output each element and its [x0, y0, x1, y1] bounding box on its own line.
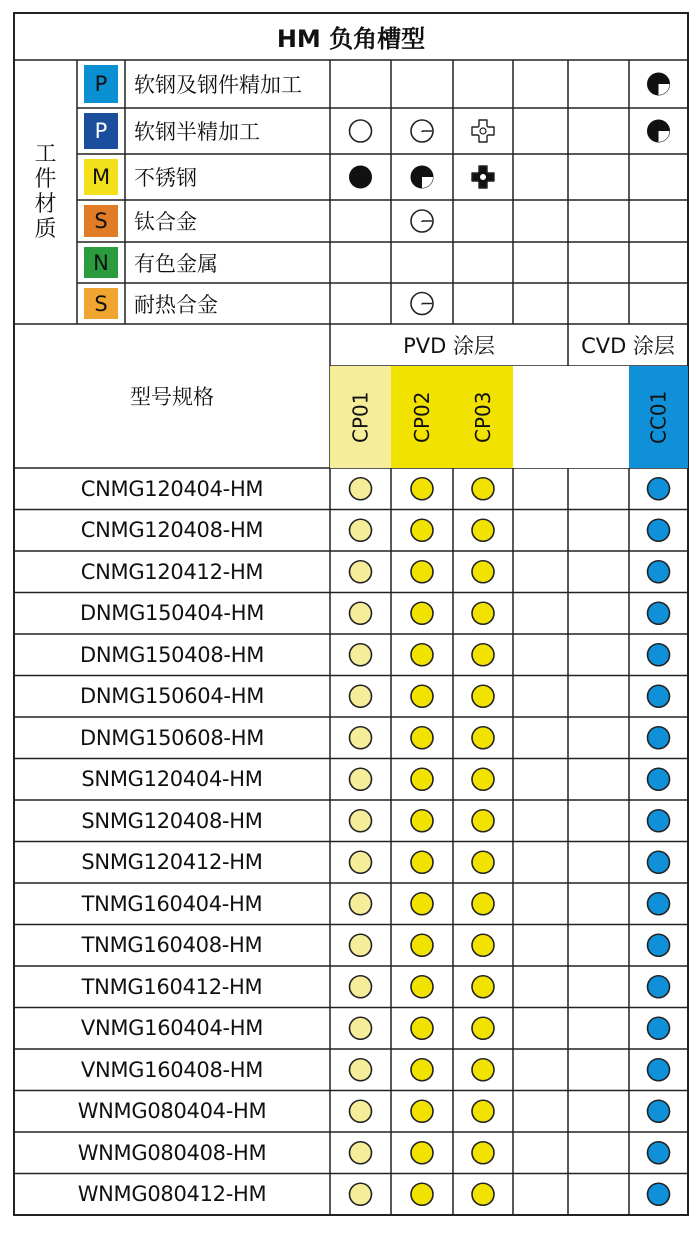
iso-badge-n: N — [84, 247, 118, 278]
model-name: SNMG120404-HM — [81, 767, 263, 792]
model-name: TNMG160404-HM — [81, 891, 263, 916]
model-name: VNMG160408-HM — [80, 1057, 264, 1082]
cvd-coating-header: CVD 涂层 — [581, 334, 675, 358]
group-label-char: 质 — [34, 217, 57, 242]
table-title: HM 负角槽型 — [276, 25, 426, 53]
iso-badge-s: S — [84, 205, 118, 237]
model-name: DNMG150608-HM — [79, 725, 265, 750]
model-name: SNMG120408-HM — [81, 808, 263, 833]
iso-badge-m: M — [84, 159, 118, 195]
model-name: CNMG120404-HM — [80, 476, 264, 501]
workpiece-material-label — [14, 60, 77, 324]
model-name: CNMG120412-HM — [80, 559, 264, 584]
material-label: 软钢半精加工 — [134, 120, 260, 144]
model-name: TNMG160408-HM — [81, 933, 263, 958]
model-name: WNMG080408-HM — [77, 1140, 267, 1165]
iso-badge-p: P — [84, 65, 118, 103]
spec-header: 型号规格 — [130, 385, 214, 409]
model-name: TNMG160412-HM — [81, 974, 263, 999]
model-name: DNMG150408-HM — [79, 642, 265, 667]
grade-header-cp01: CP01 — [330, 366, 391, 468]
material-label: 软钢及钢件精加工 — [134, 73, 302, 97]
material-label: 有色金属 — [134, 251, 218, 276]
group-label-char: 材 — [34, 192, 57, 217]
grade-header-empty — [568, 366, 629, 468]
group-label-char: 件 — [34, 167, 57, 192]
model-name: DNMG150604-HM — [79, 684, 265, 709]
pvd-coating-header: PVD 涂层 — [403, 334, 495, 358]
model-name: WNMG080404-HM — [77, 1099, 267, 1124]
model-name: DNMG150404-HM — [79, 601, 265, 626]
iso-badge-p: P — [84, 113, 118, 149]
grade-header-cp03: CP03 — [453, 366, 513, 468]
grade-header-cc01: CC01 — [629, 366, 688, 468]
model-name: WNMG080412-HM — [77, 1182, 267, 1207]
model-name: SNMG120412-HM — [81, 850, 263, 875]
model-name: CNMG120408-HM — [80, 518, 264, 543]
iso-badge-s: S — [84, 288, 118, 319]
model-name: VNMG160404-HM — [80, 1016, 264, 1041]
grade-header-empty — [513, 366, 568, 468]
material-label: 耐热合金 — [134, 292, 218, 317]
grade-header-cp02: CP02 — [391, 366, 453, 468]
material-label: 不锈钢 — [134, 166, 197, 190]
material-label: 钛合金 — [134, 210, 197, 234]
group-label-char: 工 — [34, 142, 57, 167]
